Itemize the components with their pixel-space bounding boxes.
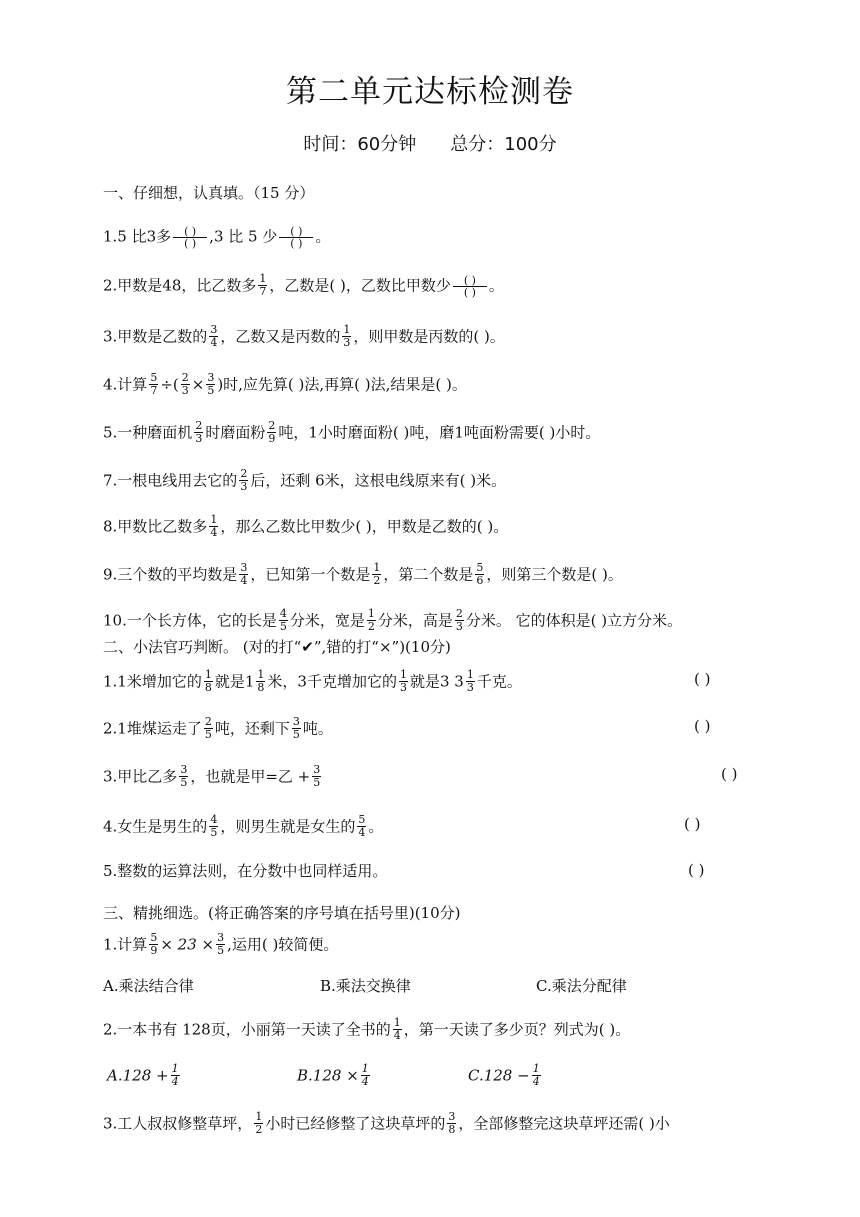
option-c[interactable]: C.128 − $\frac{1}{4}$ <box>468 1062 540 1088</box>
option-a[interactable]: A.乘法结合律 <box>103 977 194 995</box>
judge-question-4: 4.女生是男生的 $\frac{4}{5}$ ，则男生就是女生的 $\frac{5}{4}$ 。 <box>103 813 384 839</box>
answer-parenthesis[interactable]: ( ) <box>688 861 705 879</box>
page-title: 第二单元达标检测卷 <box>286 74 574 110</box>
option-b[interactable]: B.乘法交换律 <box>320 977 411 995</box>
judge-question-2: 2.1堆煤运走了 $\frac{2}{5}$ 吨，还剩下 $\frac{3}{5}$ 吨。 <box>103 715 333 741</box>
question-1-1: 1.5 比3多 ( ) ( ) ,3 比 5 少 ( ) ( ) 。 <box>103 225 331 250</box>
option-c[interactable]: C.乘法分配律 <box>536 977 627 995</box>
answer-parenthesis[interactable]: ( ) <box>684 815 701 833</box>
question-1-10: 10.一个长方体，它的长是 $\frac{4}{5}$ 分米，宽是 $\frac{1}{2}$ 分米，高是 $\frac{2}{3}$ 分米。 它的体积是( )立方分米。 <box>103 607 683 633</box>
question-1-2: 2.甲数是48，比乙数多 $\frac{1}{7}$ ，乙数是( )，乙数比甲数少 ( ) ( ) 。 <box>103 272 504 299</box>
question-1-5: 5.一种磨面机 $\frac{2}{3}$ 时磨面粉 $\frac{2}{9}$ 吨，1小时磨面粉( )吨，磨1吨面粉需要( )小时。 <box>103 419 601 445</box>
answer-parenthesis[interactable]: ( ) <box>694 717 711 735</box>
question-1-7: 7.一根电线用去它的 $\frac{2}{3}$ 后，还剩 6米，这根电线原来有( )米。 <box>103 467 507 493</box>
exam-info <box>0 130 860 156</box>
answer-parenthesis[interactable]: ( ) <box>721 765 738 783</box>
choice-question-3: 3.工人叔叔修整草坪， $\frac{1}{2}$ 小时已经修整了这块草坪的 $\frac{3}{8}$ ，全部修整完这块草坪还需( )小 <box>103 1110 670 1136</box>
answer-blank-fraction[interactable]: ( ) ( ) <box>173 226 207 249</box>
score-label: 总分：100分 <box>450 134 557 155</box>
question-1-8: 8.甲数比乙数多 $\frac{1}{4}$ ，那么乙数比甲数少( )，甲数是乙数的( )。 <box>103 513 509 539</box>
judge-question-5: 5.整数的运算法则，在分数中也同样适用。 <box>103 862 388 880</box>
section3-heading: 三、精挑细选。(将正确答案的序号填在括号里)(10分) <box>103 904 461 922</box>
option-a[interactable]: A.128 + $\frac{1}{4}$ <box>107 1062 179 1088</box>
question-1-4: 4.计算 $\frac{5}{7}$ ÷( $\frac{2}{3}$ × $\frac{3}{5}$ )时,应先算( )法,再算( )法,结果是( )。 <box>103 371 467 397</box>
answer-blank-fraction[interactable]: ( ) ( ) <box>279 226 313 249</box>
judge-question-1: 1.1米增加它的 $\frac{1}{8}$ 就是1 $\frac{1}{8}$ 米，3千克增加它的 $\frac{1}{3}$ 就是3 3 $\frac{1}{3}$ 千克。 <box>103 668 522 694</box>
judge-question-3: 3.甲比乙多 $\frac{3}{5}$ ，也就是甲=乙 + $\frac{3}{5}$ <box>103 763 321 789</box>
question-1-3: 3.甲数是乙数的 $\frac{3}{4}$ ，乙数又是丙数的 $\frac{1}{3}$ ，则甲数是丙数的( )。 <box>103 323 505 349</box>
time-label: 时间：60分钟 <box>303 134 417 155</box>
answer-parenthesis[interactable]: ( ) <box>694 670 711 688</box>
option-b[interactable]: B.128 × $\frac{1}{4}$ <box>297 1062 369 1088</box>
choice-question-1: 1.计算 $\frac{5}{9}$ × 23 × $\frac{3}{5}$ ,运用( )较简便。 <box>103 931 339 957</box>
answer-blank-fraction[interactable]: ( ) ( ) <box>453 275 487 298</box>
section2-heading: 二、小法官巧判断。 (对的打“✔”,错的打“×”)(10分) <box>103 638 451 656</box>
choice-question-2: 2.一本书有 128页，小丽第一天读了全书的 $\frac{1}{4}$ ，第一天读了多少页？列式为( )。 <box>103 1016 631 1042</box>
section1-heading: 一、仔细想，认真填。（15 分） <box>103 184 315 202</box>
question-1-9: 9.三个数的平均数是 $\frac{3}{4}$ ，已知第一个数是 $\frac{1}{2}$ ，第二个数是 $\frac{5}{6}$ ，则第三个数是( )。 <box>103 561 623 587</box>
